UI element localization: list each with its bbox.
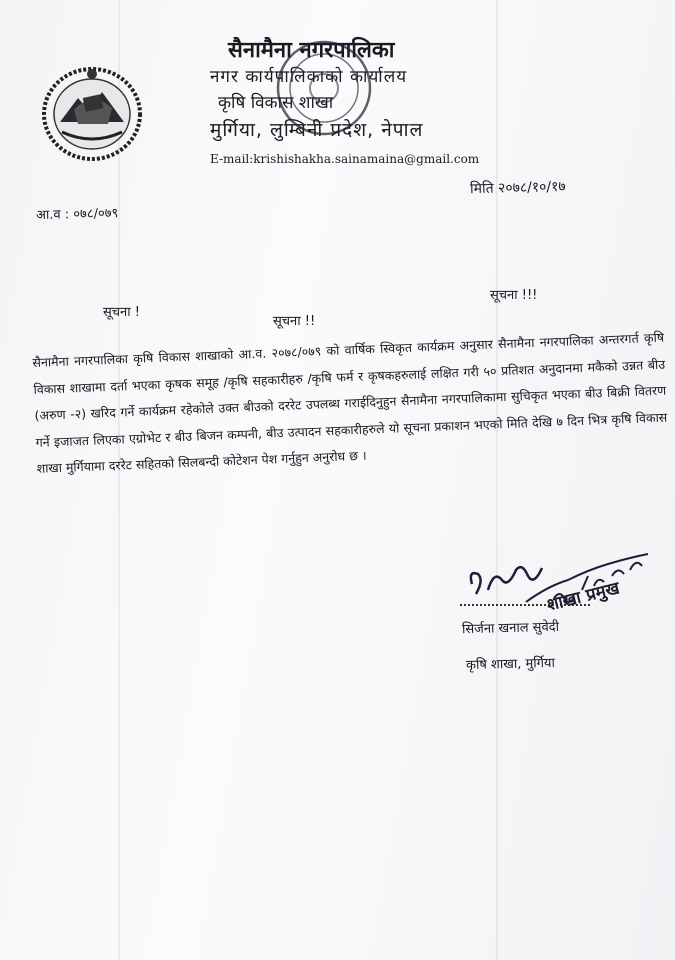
notice-heading-1: सूचना ! — [103, 305, 140, 320]
fiscal-year: आ.व : ०७८/०७९ — [35, 205, 119, 224]
branch-footer: कृषि शाखा, मुर्गिया — [465, 655, 556, 674]
nepal-emblem-icon — [38, 62, 146, 166]
notice-body: सैनामैना नगरपालिका कृषि विकास शाखाको आ.व. २०७८/०७९ को वार्षिक स्विकृत कार्यक्रम अनुसार सैनामैना नगरपालिका अन्तरगर्त कृषि विकास शाखामा दर्ता भएका कृषक समूह /कृषि सहकारीहरु /कृषि फर्म र कृषकहरुलाई लक्षित गरी ५० प्रतिशत अनुदानमा मकैको उन्नत बीउ (अरुण -२) खरिद गर्ने कार्यक्रम रहेकोले उक्त बीउको दररेट उपलब्ध गराईदिनुहुन सैनामैना नगरपालिकामा सुचिकृत भएका बीउ बिक्री वितरण गर्ने इजाजत लिएका एग्रोभेट र बीउ बिजन कम्पनी, बीउ उत्पादन सहकारीहरुले यो सूचना प्रकाशन भएको मिति देखि ७ दिन भित्र कृषि विकास शाखा मुर्गियामा दररेट सहितको सिलबन्दी कोटेशन पेश गर्नुहुन अनुरोध छ । — [32, 329, 668, 476]
paper-fold — [496, 0, 498, 960]
municipality-name: सैनामैना नगरपालिका — [228, 38, 395, 63]
office-name: नगर कार्यपालिकाको कार्यालय — [210, 67, 408, 87]
address: मुर्गिया, लुम्बिनी प्रदेश, नेपाल — [210, 119, 424, 141]
branch-name: कृषि विकास शाखा — [218, 93, 334, 113]
notice-heading-2: सूचना !! — [273, 314, 316, 329]
letter-date: मिति २०७८/१०/१७ — [469, 178, 566, 198]
office-seal-icon — [272, 36, 376, 140]
notice-heading-3: सूचना !!! — [490, 288, 538, 303]
signer-name: सिर्जना खनाल सुवेदी — [461, 619, 560, 638]
designation-stamp: शाखा प्रमुख — [545, 578, 622, 616]
email: E-mail:krishishakha.sainamaina@gmail.com — [210, 152, 480, 166]
